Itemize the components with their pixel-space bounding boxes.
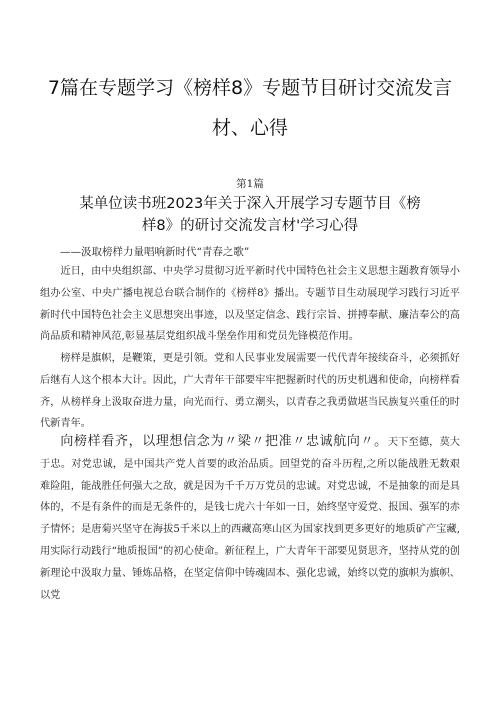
chapter-label: 第1篇 bbox=[236, 178, 264, 190]
article-title-line1: 某单位读书班2023年关于深入开展学习专题节目《榜 bbox=[79, 196, 421, 212]
paragraph-3 bbox=[40, 431, 460, 606]
paragraph-1: 近日，由中央组织部、中央学习贯彻习近平新时代中国特色社会主义思想主题教育领导小组办公室、中央广播电视总台联合制作的《榜样8》播出。专题节目生动展现学习践行习近平新时代中国特色社会主义思想突出事迹，以及坚定信念、践行宗旨、拼搏奉献、廉洁奉公的高尚品质和精神风范,彰显基层党组织战斗堡垒作用和党员先锋模范作用。 bbox=[40, 266, 460, 343]
paragraph-3-body: 天下至德，莫大于忠。对党忠诚，是中国共产党人首要的政治品质。回望党的奋斗历程,之所以能战胜无数艰难险阻，能战胜任何强大之敌，就是因为千千万万党员的忠诚。对党忠诚，不是抽象的而是具体的，不是有条件的而是无条件的，是钱七虎六十年如一日，始终坚守爱党、报国、强军的赤子情怀；是唐菊兴坚守在海拔5千米以上的西藏高寒山区为国家找到更多更好的地质矿产宝藏,用实际行动践行“地质报国”的初心使命。新征程上，广大青年干部要见贤思齐，坚持从党的创新理论中汲取力量、锤炼品格，在坚定信仰中铸魂固本、强化忠诚，始终以党的旗帜为旗帜、以党 bbox=[40, 437, 460, 601]
article-title-line2: 样8》的研讨交流发言材'学习心得 bbox=[141, 218, 359, 234]
paragraph-3-lead: 向榜样看齐，以理想信念为〃梁〃把准〃忠诚航向〃。 bbox=[60, 434, 388, 449]
paragraph-2: 榜样是旗帜，是鞭策，更是引领。党和人民事业发展需要一代代青年接续奋斗，必须抓好后继有人这个根本大计。因此，广大青年干部要牢牢把握新时代的历史机遇和使命，向榜样看齐，从榜样身上汲取奋进力量，向光而行、勇立潮头，以青春之我勇做堪当民族复兴重任的时代新青年。 bbox=[40, 353, 460, 430]
document-title-line2: 材、心得 bbox=[211, 117, 288, 139]
document-title-line1: 7篇在专题学习《榜样8》专题节目研讨交流发言 bbox=[47, 77, 453, 99]
article-tagline: ——汲取榜样力量唱响新时代“青春之歌” bbox=[60, 246, 250, 258]
